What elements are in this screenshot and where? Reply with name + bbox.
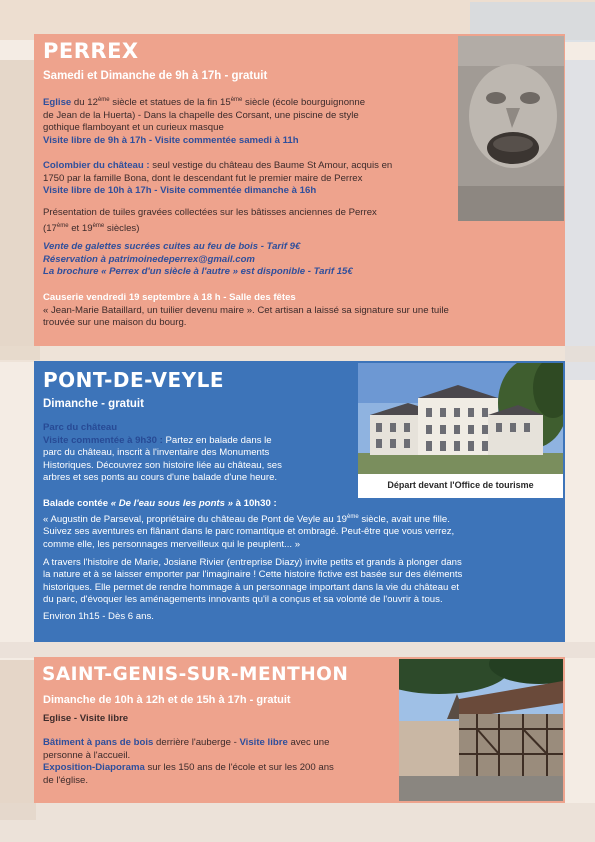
perrex-tuiles: Présentation de tuiles gravées collectées sur les bâtisses anciennes de Perrex (17ème et 19ème siècles) [43, 207, 377, 234]
chateau-photo [358, 363, 563, 474]
stone-mask-photo [458, 36, 564, 221]
pont-subtitle: Dimanche - gratuit [43, 398, 144, 410]
perrex-causerie: Causerie vendredi 19 septembre à 18 h - Salle des fêtes « Jean-Marie Bataillard, un tuilier devenu maire ». Cet artisan a laissé sa signature sur une tuile trouvée sur une maison du bourg. [43, 292, 449, 329]
perrex-eglise: Eglise du 12ème siècle et statues de la fin 15ème siècle (école bourguignonne de Jean de la Huerta) - Dans la chapelle des Corsant, une piscine de style gothique flamboyant et un curieux masque Visite libre de 9h à 17h - Visite commentée samedi à 11h [43, 97, 366, 146]
perrex-subtitle: Samedi et Dimanche de 9h à 17h - gratuit [43, 70, 268, 82]
perrex-vente: Vente de galettes sucrées cuites au feu de bois - Tarif 9€ Réservation à patrimoinedeperrex@gmail.com La brochure « Perrex d'un siècle à l'autre » est disponible - Tarif 15€ [43, 241, 353, 278]
perrex-colombier: Colombier du château : seul vestige du château des Baume St Amour, acquis en 1750 par la famille Bona, dont le descendant fut le premier maire de Perrex Visite libre de 10h à 17h - Visite commentée dimanche à 16h [43, 160, 393, 197]
pont-de-veyle-section [34, 361, 565, 642]
perrex-section [34, 34, 565, 346]
chateau-caption: Départ devant l'Office de tourisme [387, 480, 534, 490]
pont-balade: Balade contée « De l'eau sous les ponts » à 10h30 : « Augustin de Parseval, propriétaire du château de Pont de Veyle au 19ème siècle, avait une fille. Suivez ses aventures en flânant dans le parc romantique et ombragé. Peut-être que vous verrez, comme elle, les personnages merveilleux qui le peuplent... » A travers l'histoire de Marie, Josiane Rivier (entreprise Diazy) invite petits et grands à plonger dans la nature et à se laisser emporter par l'imaginaire ! Cette histoire fictive est basée sur des éléments historiques. Elle permet de rendre hommage à un personnage important dans la vie du château et du parc, d'évoquer les aménagements innovants qu'il a conçus et sa volonté de l'ouvrir à tous. Environ 1h15 - Dès 6 ans. [43, 498, 463, 622]
saint-genis-section [34, 657, 565, 803]
saint-batiment: Bâtiment à pans de bois derrière l'auberge - Visite libre avec une personne à l'accueil. Exposition-Diaporama sur les 150 ans de l'école et sur les 200 ans de l'église. [43, 737, 334, 786]
saint-subtitle: Dimanche de 10h à 12h et de 15h à 17h - gratuit [43, 694, 291, 706]
pont-title: PONT-DE-VEYLE [43, 368, 225, 392]
saint-title: SAINT-GENIS-SUR-MENTHON [42, 664, 349, 685]
timbered-building-photo [399, 659, 563, 801]
perrex-title: PERREX [43, 39, 139, 63]
pont-parc: Parc du château Visite commentée à 9h30 : Partez en balade dans le parc du château, inscrit à l'inventaire des Monuments Historiques. Découvrez son histoire liée au château, ses arbres et ses ponts au cours d'une balade d'une heure. [43, 422, 282, 484]
saint-eglise: Eglise - Visite libre [43, 713, 129, 724]
